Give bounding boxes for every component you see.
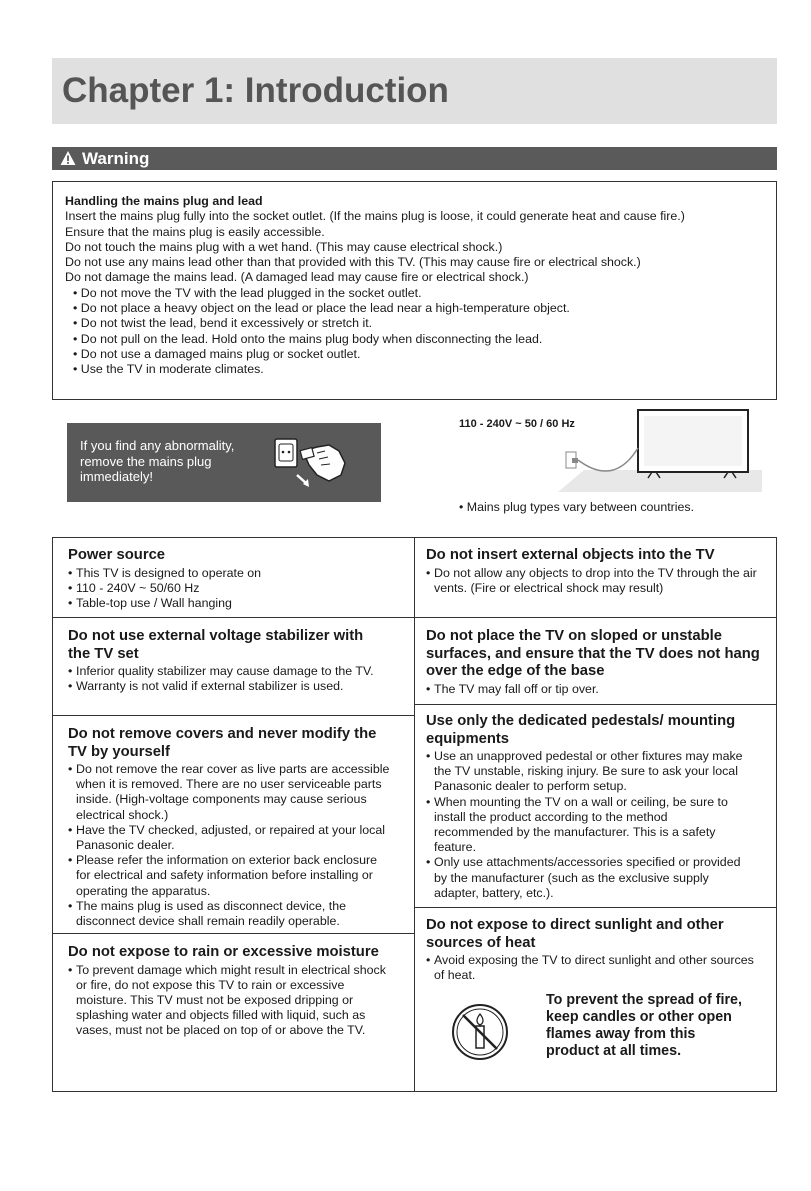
section-title: Do not place the TV on sloped or unstable surfaces, and ensure that the TV does not hang over the edge of the base bbox=[426, 628, 760, 679]
mains-bullet: • Do not pull on the lead. Hold onto the mains plug body when disconnecting the lead. bbox=[73, 331, 543, 346]
mains-bullet: • Do not use a damaged mains plug or socket outlet. bbox=[73, 346, 361, 361]
unplug-hand-icon bbox=[273, 435, 351, 491]
grid-divider bbox=[53, 617, 414, 618]
section-title: Do not remove covers and never modify the TV by yourself bbox=[68, 726, 377, 760]
grid-divider bbox=[53, 715, 414, 716]
grid-divider bbox=[414, 617, 776, 618]
voltage-label: 110 - 240V ~ 50 / 60 Hz bbox=[459, 418, 575, 430]
mains-line: Ensure that the mains plug is easily accessible. bbox=[65, 224, 325, 239]
mains-line: Do not damage the mains lead. (A damaged lead may cause fire or electrical shock.) bbox=[65, 270, 529, 285]
no-candle-icon bbox=[450, 1002, 510, 1062]
safety-grid bbox=[52, 537, 777, 1092]
section-title: Do not expose to rain or excessive moisture bbox=[68, 944, 379, 960]
mains-bullet: • Use the TV in moderate climates. bbox=[73, 362, 264, 377]
mains-bullet: • Do not move the TV with the lead plugged in the socket outlet. bbox=[73, 285, 422, 300]
chapter-header bbox=[52, 58, 777, 124]
section-title: Power source bbox=[68, 547, 166, 563]
section-power-source bbox=[68, 547, 403, 611]
list-item: • Do not allow any objects to drop into the TV through the air vents. (Fire or electrical shock may result) bbox=[426, 566, 761, 596]
section-remove-covers bbox=[68, 726, 390, 929]
mains-title: Handling the mains plug and lead bbox=[65, 194, 263, 208]
warning-label: Warning bbox=[82, 149, 150, 168]
list-item: • Inferior quality stabilizer may cause damage to the TV. bbox=[68, 664, 388, 679]
mains-plug-box bbox=[52, 181, 777, 400]
list-item: • Do not remove the rear cover as live parts are accessible when it is removed. There are no user serviceable parts inside. (High-voltage components may cause serious electrical shock.) bbox=[68, 762, 390, 823]
mains-line: Insert the mains plug fully into the socket outlet. (If the mains plug is loose, it could generate heat and cause fire.) bbox=[65, 209, 685, 224]
list-item: • Please refer the information on exterior back enclosure for electrical and safety information before installing or operating the apparatus. bbox=[68, 853, 390, 899]
section-title: Do not use external voltage stabilizer with the TV set bbox=[68, 628, 364, 662]
list-item: • 110 - 240V ~ 50/60 Hz bbox=[68, 581, 403, 596]
list-item: • To prevent damage which might result in electrical shock or fire, do not expose this TV to rain or excessive moisture. This TV must not be exposed dripping or splashing water and objects filled with liquid, such as vases, must not be placed on top of or above the TV. bbox=[68, 963, 386, 1039]
mains-line: Do not touch the mains plug with a wet hand. (This may cause electrical shock.) bbox=[65, 239, 503, 254]
section-title: Use only the dedicated pedestals/ mounting equipments bbox=[426, 713, 736, 747]
section-external-objects bbox=[426, 547, 761, 596]
page-title: Chapter 1: Introduction bbox=[62, 71, 449, 110]
section-title: Do not insert external objects into the TV bbox=[426, 547, 715, 563]
grid-divider bbox=[414, 907, 776, 908]
list-item: • The TV may fall off or tip over. bbox=[426, 682, 761, 697]
grid-divider bbox=[414, 538, 415, 1091]
section-rain-moisture bbox=[68, 944, 386, 1039]
list-item: • Table-top use / Wall hanging bbox=[68, 596, 403, 611]
list-item: • When mounting the TV on a wall or ceiling, be sure to install the product according to the method recommended by the manufacturer. This is a safety feature. bbox=[426, 795, 748, 856]
abnormality-callout bbox=[67, 423, 381, 502]
list-item: • The mains plug is used as disconnect device, the disconnect device shall remain readily operable. bbox=[68, 899, 390, 929]
section-sunlight-heat bbox=[426, 917, 766, 1087]
warning-triangle-icon bbox=[60, 150, 76, 166]
list-item: • Avoid exposing the TV to direct sunlight and other sources of heat. bbox=[426, 953, 766, 983]
mains-bullet: • Do not twist the lead, bend it excessively or stretch it. bbox=[73, 316, 373, 331]
list-item: • This TV is designed to operate on bbox=[68, 566, 403, 581]
list-item: • Have the TV checked, adjusted, or repaired at your local Panasonic dealer. bbox=[68, 823, 390, 853]
section-title: Do not expose to direct sunlight and other sources of heat bbox=[426, 917, 724, 951]
section-sloped-surfaces bbox=[426, 628, 761, 697]
section-pedestals bbox=[426, 713, 748, 901]
warning-header bbox=[52, 147, 777, 170]
callout-text: If you find any abnormality, remove the mains plug immediately! bbox=[80, 438, 235, 484]
list-item: • Only use attachments/accessories specified or provided by the manufacturer (such as the exclusive supply adapter, battery, etc.). bbox=[426, 855, 748, 901]
mains-line: Do not use any mains lead other than that provided with this TV. (This may cause fire or electrical shock.) bbox=[65, 255, 641, 270]
tv-plug-illustration bbox=[550, 408, 762, 494]
grid-divider bbox=[53, 933, 414, 934]
list-item: • Use an unapproved pedestal or other fixtures may make the TV unstable, risking injury. Be sure to ask your local Panasonic dealer to perform setup. bbox=[426, 749, 748, 795]
flame-warning-text: To prevent the spread of fire, keep candles or other open flames away from this product at all times. bbox=[546, 992, 742, 1059]
mains-bullet: • Do not place a heavy object on the lead or place the lead near a high-temperature object. bbox=[73, 301, 570, 316]
grid-divider bbox=[414, 704, 776, 705]
list-item: • Warranty is not valid if external stabilizer is used. bbox=[68, 679, 388, 694]
section-voltage-stabilizer bbox=[68, 628, 388, 694]
plug-type-note: • Mains plug types vary between countries. bbox=[459, 500, 695, 514]
